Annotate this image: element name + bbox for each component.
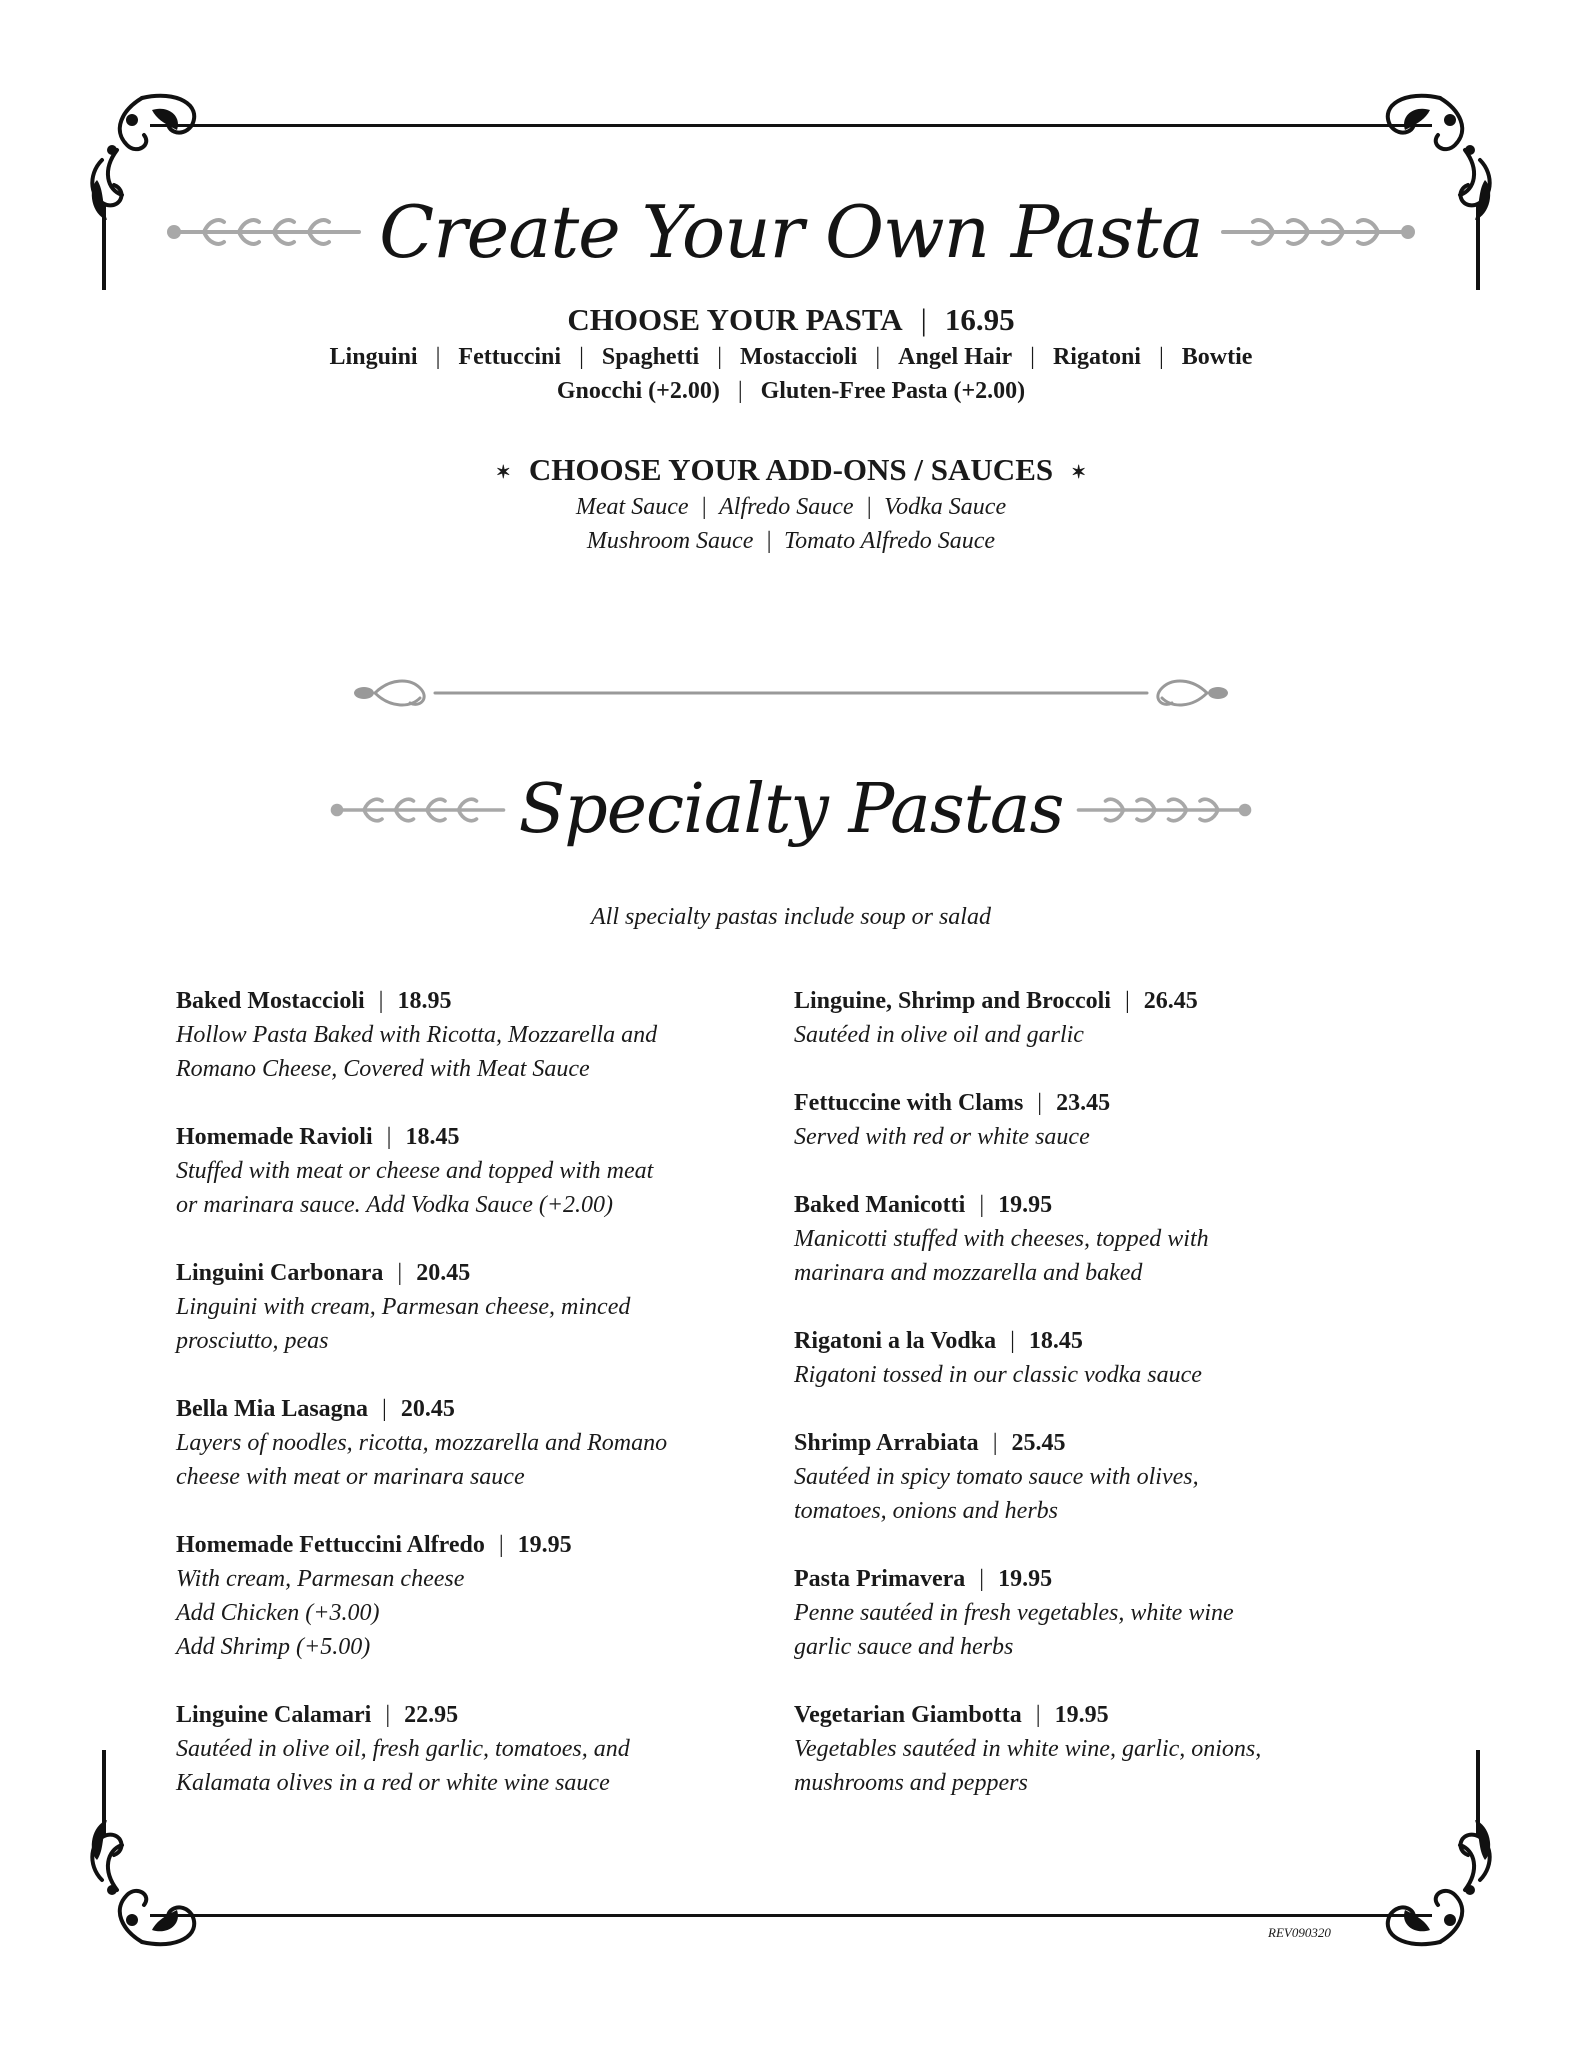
menu-item-price: 18.45 — [1028, 1328, 1083, 1354]
right-menu-column — [794, 984, 1394, 1834]
pasta-options-row1: Linguini | Fettuccini | Spaghetti | Mostaccioli | Angel Hair | Rigatoni | Bowtie — [329, 344, 1253, 370]
menu-item-name: Fettuccine with Clams — [794, 1090, 1024, 1116]
menu-item-heading: Shrimp Arrabiata | 25.45 — [794, 1430, 1066, 1456]
menu-item-heading: Pasta Primavera | 19.95 — [794, 1566, 1053, 1592]
menu-item-heading: Vegetarian Giambotta | 19.95 — [794, 1702, 1109, 1728]
menu-item-description: mushrooms and peppers — [794, 1770, 1028, 1796]
menu-item — [794, 1426, 1394, 1528]
menu-item-description: Sautéed in olive oil, fresh garlic, tomatoes, and — [176, 1736, 630, 1762]
menu-item-description: Sautéed in spicy tomato sauce with olives, — [794, 1464, 1199, 1490]
menu-item-price: 19.95 — [517, 1532, 572, 1558]
frame-top-line — [150, 124, 1432, 127]
menu-item-heading: Linguini Carbonara | 20.45 — [176, 1260, 471, 1286]
menu-item-heading: Baked Manicotti | 19.95 — [794, 1192, 1053, 1218]
menu-item-description: Served with red or white sauce — [794, 1124, 1090, 1150]
pasta-option: Linguini — [329, 344, 418, 370]
menu-item-name: Linguine, Shrimp and Broccoli — [794, 988, 1111, 1014]
menu-item-name: Homemade Fettuccini Alfredo — [176, 1532, 485, 1558]
addons-row1: Meat Sauce | Alfredo Sauce | Vodka Sauce — [575, 494, 1007, 520]
menu-item-price: 19.95 — [998, 1192, 1053, 1218]
menu-item — [794, 1188, 1394, 1290]
menu-item-heading: Fettuccine with Clams | 23.45 — [794, 1090, 1111, 1116]
menu-item-heading: Linguine Calamari | 22.95 — [176, 1702, 459, 1728]
menu-item-description: Vegetables sautéed in white wine, garlic, onions, — [794, 1736, 1262, 1762]
menu-item-description: Layers of noodles, ricotta, mozzarella and Romano — [176, 1430, 668, 1456]
menu-item-description: or marinara sauce. Add Vodka Sauce (+2.00) — [176, 1192, 614, 1218]
menu-item-description: prosciutto, peas — [176, 1328, 329, 1354]
menu-item — [794, 1086, 1394, 1154]
menu-item-description: Manicotti stuffed with cheeses, topped with — [794, 1226, 1209, 1252]
choose-pasta-price: 16.95 — [944, 302, 1015, 337]
menu-item-name: Baked Manicotti — [794, 1192, 966, 1218]
choose-pasta-heading: CHOOSE YOUR PASTA | 16.95 — [567, 302, 1015, 337]
menu-item — [794, 984, 1394, 1052]
laurel-sprig-icon — [1074, 790, 1254, 830]
menu-item-description: Add Chicken (+3.00) — [176, 1600, 380, 1626]
menu-item-heading: Homemade Ravioli | 18.45 — [176, 1124, 460, 1150]
star-icon: ✶ — [1071, 462, 1087, 483]
menu-item-price: 26.45 — [1143, 988, 1198, 1014]
menu-item-name: Linguini Carbonara — [176, 1260, 384, 1286]
menu-item-price: 18.45 — [405, 1124, 460, 1150]
menu-item-description: Sautéed in olive oil and garlic — [794, 1022, 1084, 1048]
menu-item-description: tomatoes, onions and herbs — [794, 1498, 1058, 1524]
menu-item-description: cheese with meat or marinara sauce — [176, 1464, 525, 1490]
menu-item-description: Rigatoni tossed in our classic vodka sauce — [794, 1362, 1202, 1388]
sauce-option: Meat Sauce — [575, 494, 689, 520]
menu-item-price: 19.95 — [998, 1566, 1053, 1592]
menu-item-description: Kalamata olives in a red or white wine sauce — [176, 1770, 610, 1796]
menu-item-name: Shrimp Arrabiata — [794, 1430, 979, 1456]
pasta-option: Rigatoni — [1052, 344, 1141, 370]
menu-item — [176, 1120, 776, 1222]
choose-pasta-label: CHOOSE YOUR PASTA — [567, 302, 903, 337]
menu-item-heading: Linguine, Shrimp and Broccoli | 26.45 — [794, 988, 1198, 1014]
menu-item-description: Add Shrimp (+5.00) — [176, 1634, 371, 1660]
left-menu-column — [176, 984, 776, 1834]
pasta-option: Fettuccini — [458, 344, 562, 370]
menu-item-price: 20.45 — [400, 1396, 455, 1422]
addons-heading — [0, 452, 1582, 488]
specialty-subtitle: All specialty pastas include soup or salad — [591, 904, 991, 930]
sauce-option: Alfredo Sauce — [719, 494, 854, 520]
menu-item-price: 23.45 — [1056, 1090, 1111, 1116]
sauce-option: Tomato Alfredo Sauce — [783, 528, 996, 554]
menu-item-price: 20.45 — [416, 1260, 471, 1286]
menu-item-name: Homemade Ravioli — [176, 1124, 373, 1150]
addons-label: CHOOSE YOUR ADD-ONS / SAUCES — [528, 452, 1054, 487]
addons-row2: Mushroom Sauce | Tomato Alfredo Sauce — [586, 528, 996, 554]
menu-item-description: marinara and mozzarella and baked — [794, 1260, 1143, 1286]
pasta-option: Angel Hair — [898, 344, 1013, 370]
menu-item-description: Hollow Pasta Baked with Ricotta, Mozzarella and — [176, 1022, 658, 1048]
menu-item-price: 19.95 — [1054, 1702, 1109, 1728]
menu-item-description: Romano Cheese, Covered with Meat Sauce — [176, 1056, 590, 1082]
menu-item-price: 18.95 — [397, 988, 452, 1014]
menu-item — [176, 1392, 776, 1494]
laurel-sprig-icon — [1218, 212, 1418, 252]
menu-item-price: 25.45 — [1011, 1430, 1066, 1456]
menu-item — [176, 984, 776, 1086]
pasta-option: Mostaccioli — [740, 344, 858, 370]
menu-item — [794, 1562, 1394, 1664]
menu-item-description: Stuffed with meat or cheese and topped with meat — [176, 1158, 654, 1184]
menu-item-description: Linguini with cream, Parmesan cheese, minced — [176, 1294, 631, 1320]
menu-item-heading: Homemade Fettuccini Alfredo | 19.95 — [176, 1532, 572, 1558]
frame-bottom-line — [150, 1914, 1432, 1917]
pasta-option: Bowtie — [1181, 344, 1253, 370]
menu-item-name: Pasta Primavera — [794, 1566, 966, 1592]
create-title: Create Your Own Pasta — [379, 190, 1203, 274]
menu-item-heading: Bella Mia Lasagna | 20.45 — [176, 1396, 455, 1422]
create-title-row — [0, 190, 1582, 290]
pasta-option: Spaghetti — [601, 344, 700, 370]
specialty-title-row — [0, 770, 1582, 870]
divider-scroll-icon — [350, 668, 1232, 718]
pasta-options-row2: Gnocchi (+2.00) | Gluten-Free Pasta (+2.00) — [556, 378, 1026, 404]
sauce-option: Vodka Sauce — [884, 494, 1007, 520]
menu-item — [794, 1698, 1394, 1800]
menu-item-name: Baked Mostaccioli — [176, 988, 365, 1014]
menu-item-name: Vegetarian Giambotta — [794, 1702, 1022, 1728]
star-icon: ✶ — [495, 462, 511, 483]
revision-code: REV090320 — [1268, 1925, 1331, 1940]
pasta-option: Gnocchi (+2.00) — [556, 378, 720, 404]
menu-item — [794, 1324, 1394, 1392]
menu-item-heading: Baked Mostaccioli | 18.95 — [176, 988, 452, 1014]
menu-item-description: garlic sauce and herbs — [794, 1634, 1014, 1660]
sauce-option: Mushroom Sauce — [586, 528, 754, 554]
laurel-sprig-icon — [164, 212, 364, 252]
menu-item-description: Penne sautéed in fresh vegetables, white wine — [794, 1600, 1234, 1626]
menu-item-name: Linguine Calamari — [176, 1702, 372, 1728]
menu-item-heading: Rigatoni a la Vodka | 18.45 — [794, 1328, 1083, 1354]
menu-item — [176, 1256, 776, 1358]
menu-item — [176, 1528, 776, 1664]
pasta-option: Gluten-Free Pasta (+2.00) — [760, 378, 1026, 404]
menu-item-price: 22.95 — [404, 1702, 459, 1728]
menu-item-description: With cream, Parmesan cheese — [176, 1566, 465, 1592]
menu-item — [176, 1698, 776, 1800]
menu-item-name: Bella Mia Lasagna — [176, 1396, 369, 1422]
menu-item-name: Rigatoni a la Vodka — [794, 1328, 997, 1354]
laurel-sprig-icon — [328, 790, 508, 830]
specialty-title: Specialty Pastas — [518, 770, 1064, 849]
